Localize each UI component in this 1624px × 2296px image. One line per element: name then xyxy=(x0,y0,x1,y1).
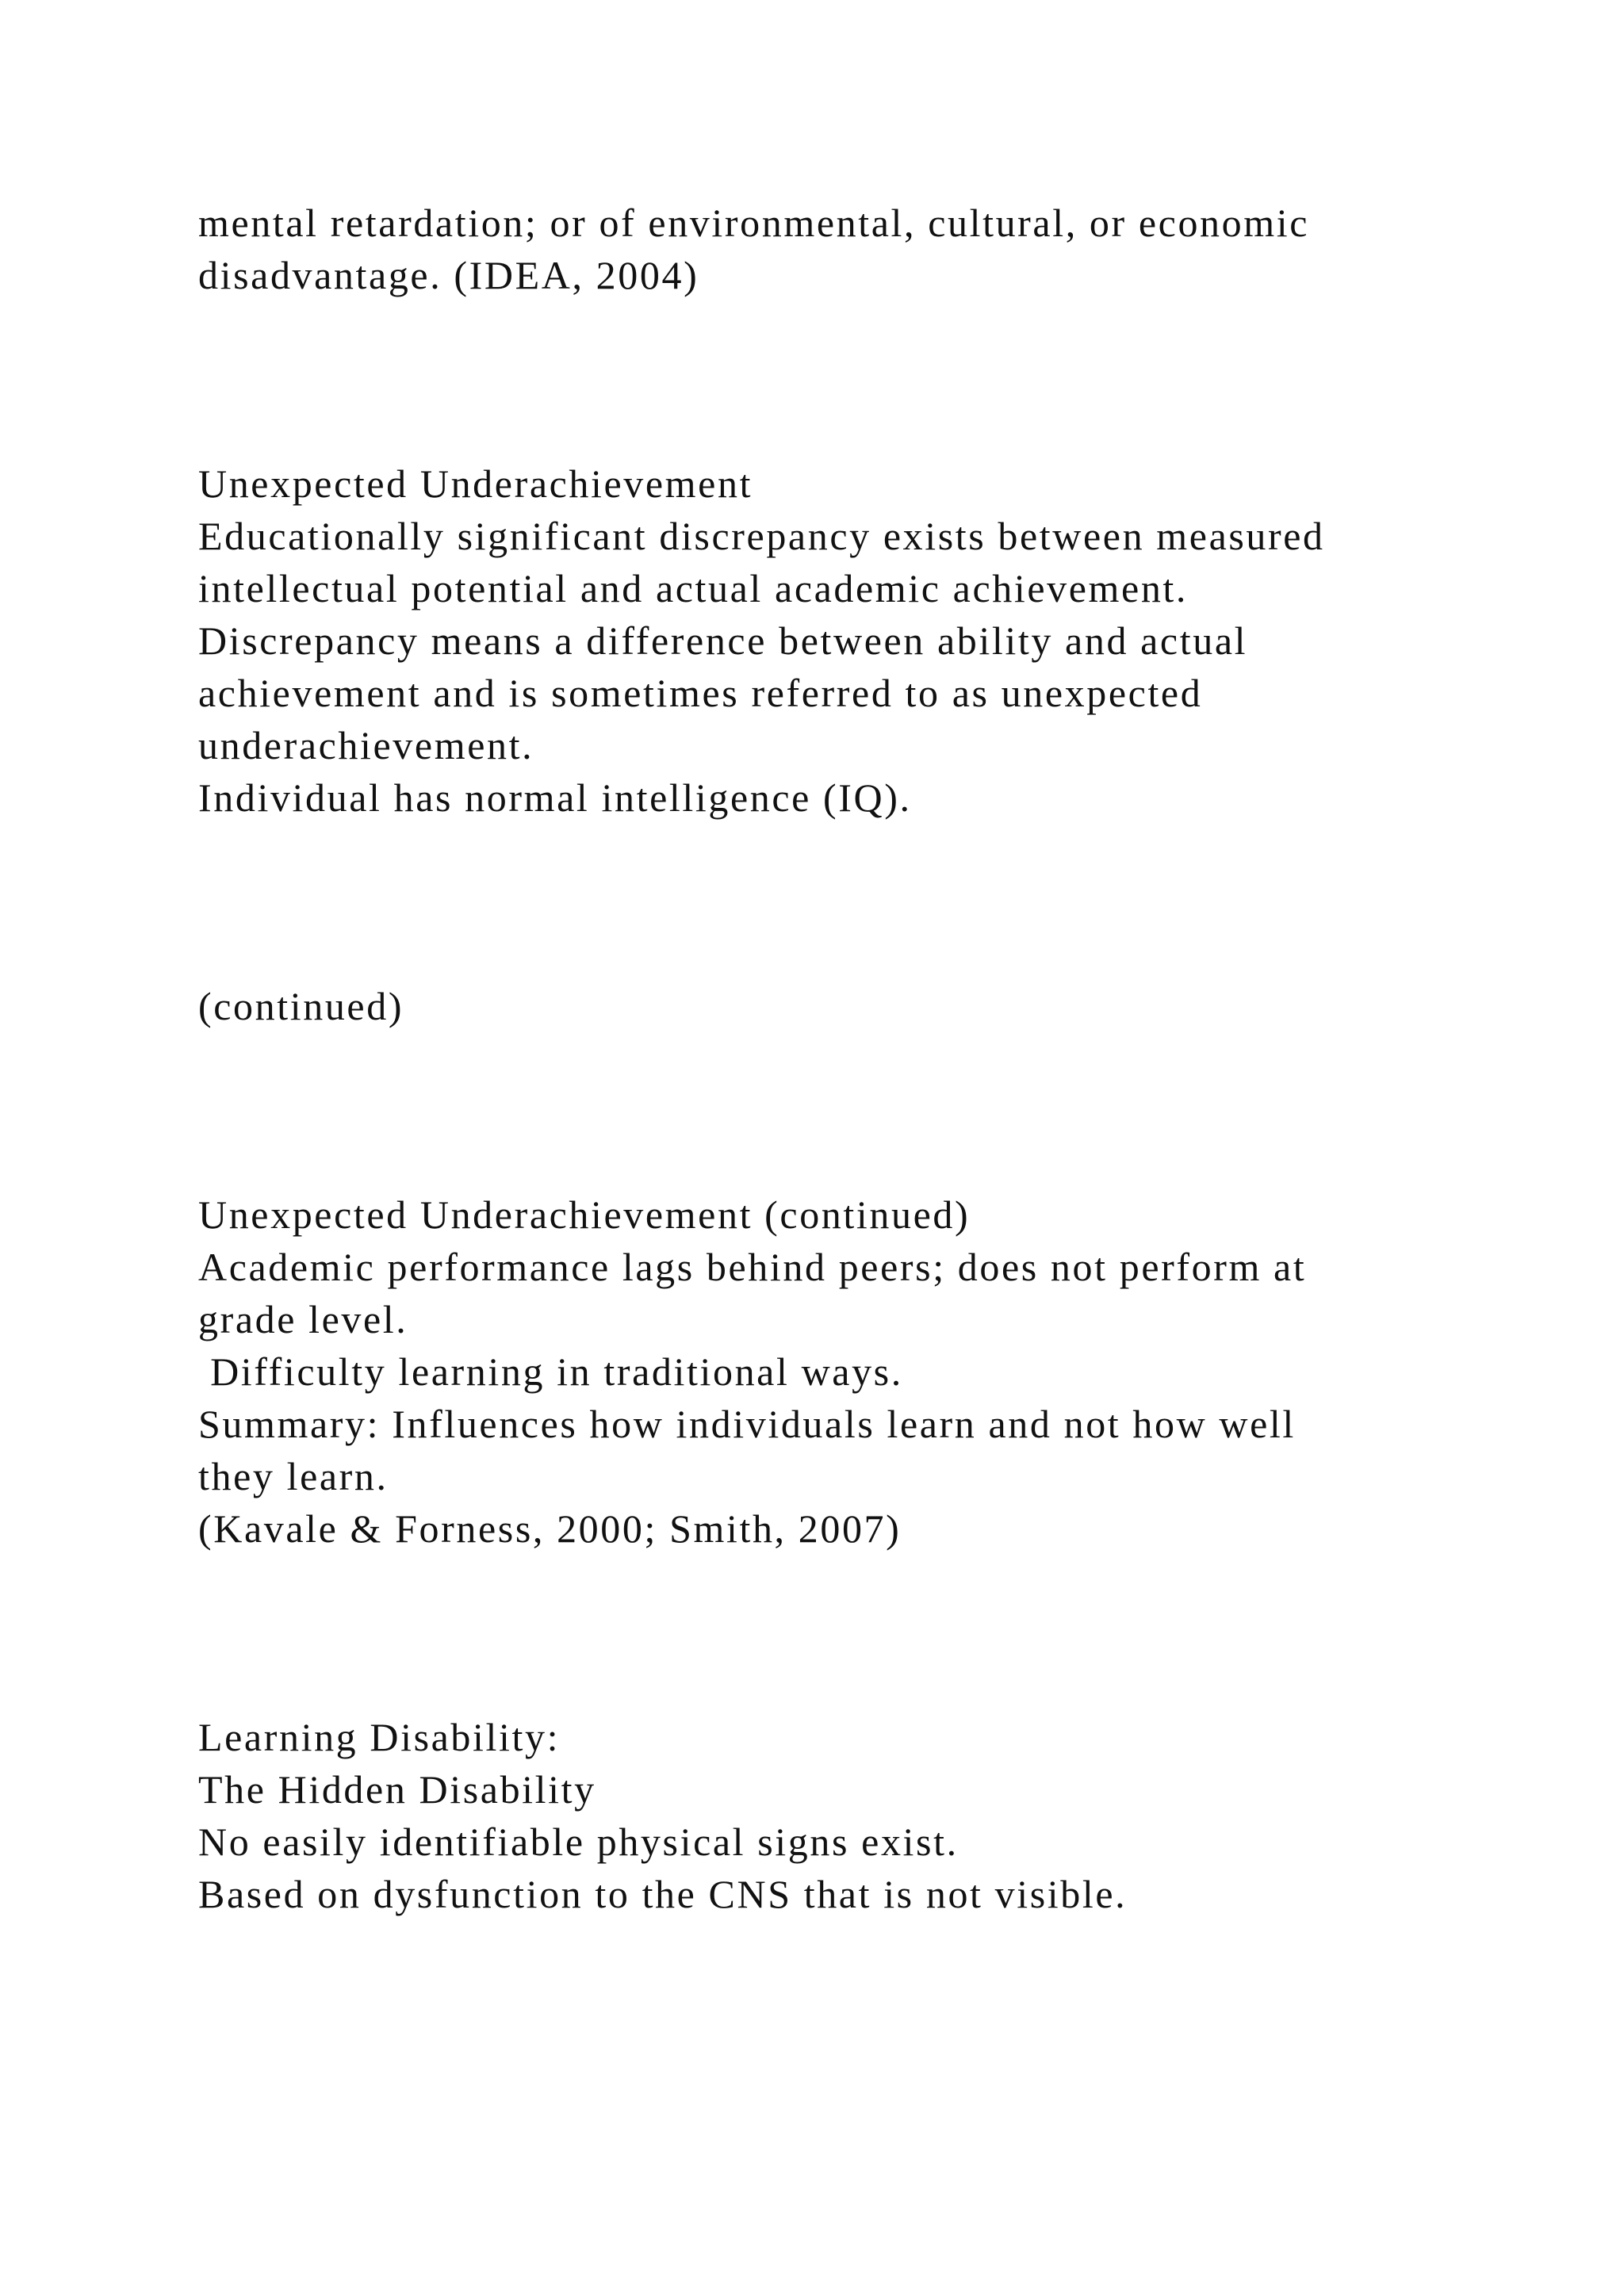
text-line: Summary: Influences how individuals learn and not how well xyxy=(198,1402,1296,1446)
text-line: intellectual potential and actual academic achievement. xyxy=(198,566,1189,610)
text-line: Educationally significant discrepancy exists between measured xyxy=(198,514,1325,558)
text-line: achievement and is sometimes referred to as unexpected xyxy=(198,671,1203,715)
text-line: No easily identifiable physical signs exist. xyxy=(198,1820,959,1864)
section-heading: Unexpected Underachievement xyxy=(198,461,753,506)
text-line: Academic performance lags behind peers; does not perform at xyxy=(198,1245,1307,1289)
text-line: disadvantage. (IDEA, 2004) xyxy=(198,253,699,297)
section-subheading: The Hidden Disability xyxy=(198,1767,596,1812)
text-line: Based on dysfunction to the CNS that is not visible. xyxy=(198,1872,1128,1916)
citation-line: (Kavale & Forness, 2000; Smith, 2007) xyxy=(198,1506,902,1551)
text-line: grade level. xyxy=(198,1297,408,1341)
text-line: underachievement. xyxy=(198,723,534,767)
section-heading: Learning Disability: xyxy=(198,1715,561,1759)
text-line: they learn. xyxy=(198,1454,389,1498)
text-line: Discrepancy means a difference between ability and actual xyxy=(198,618,1248,663)
text-line: mental retardation; or of environmental, cultural, or economic xyxy=(198,201,1310,245)
section-heading: Unexpected Underachievement (continued) xyxy=(198,1192,971,1237)
text-line: (continued) xyxy=(198,984,404,1028)
text-line: Difficulty learning in traditional ways. xyxy=(198,1349,903,1394)
text-line: Individual has normal intelligence (IQ). xyxy=(198,775,912,820)
